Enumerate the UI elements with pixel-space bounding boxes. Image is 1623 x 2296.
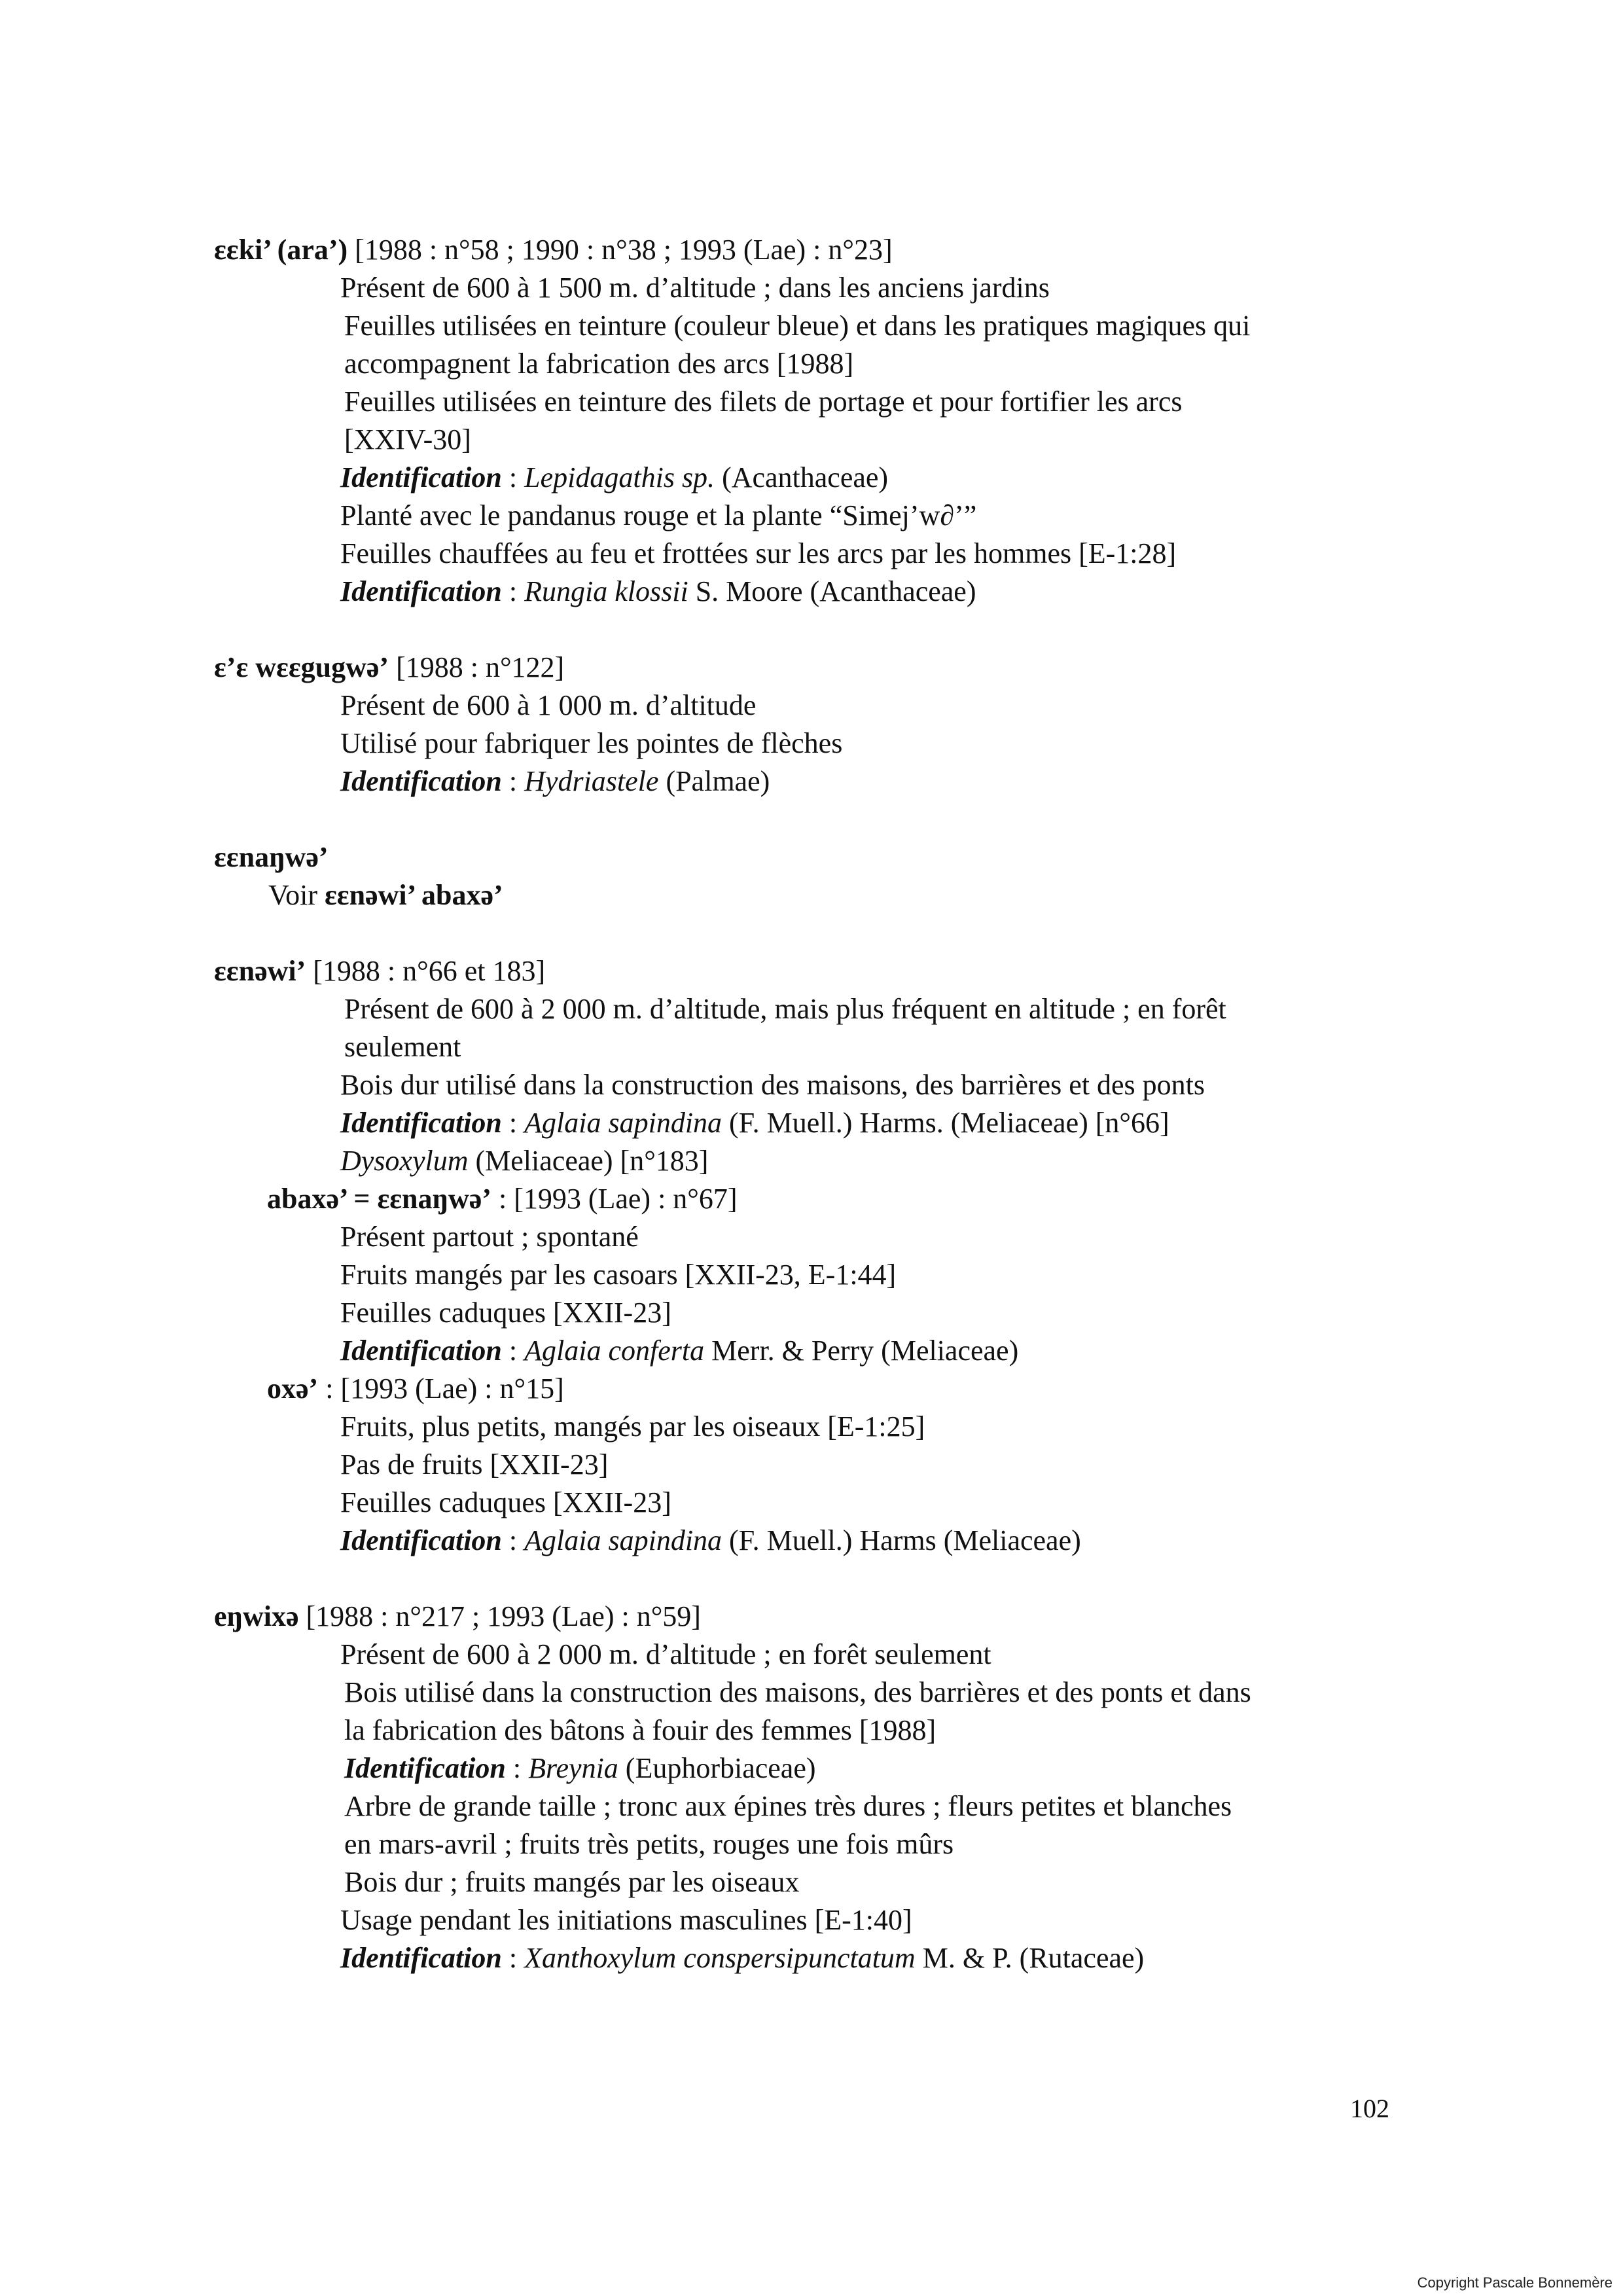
entry-header <box>214 838 329 876</box>
entry-line: la fabrication des bâtons à fouir des femmes [1988] <box>344 1714 936 1746</box>
species-name: Aglaia conferta <box>524 1335 705 1367</box>
entry-line: Présent partout ; spontané <box>340 1221 639 1253</box>
references: [1988 : n°217 ; 1993 (Lae) : n°59] <box>298 1600 701 1632</box>
species-name: Breynia <box>528 1752 618 1784</box>
headword: ε’ε wεεgugwə’ <box>214 651 389 683</box>
identification-line: Identification : Aglaia sapindina (F. Muell.) Harms. (Meliaceae) [n°66] <box>340 1107 1169 1139</box>
see-target: εεnəwi’ abaxə’ <box>324 879 503 911</box>
sub-entry-header <box>267 1370 564 1408</box>
species-name: Rungia klossii <box>524 575 688 607</box>
identification-label: Identification <box>340 1107 502 1139</box>
species-name: Aglaia sapindina <box>524 1524 722 1556</box>
entry-line: Usage pendant les initiations masculines [E-1:40] <box>340 1904 912 1936</box>
entry-line: Feuilles utilisées en teinture (couleur bleue) et dans les pratiques magiques qui <box>344 310 1251 342</box>
entry-header <box>214 231 893 269</box>
entry-line: [XXIV-30] <box>344 423 471 456</box>
identification-line: Identification : Xanthoxylum conspersipunctatum M. & P. (Rutaceae) <box>340 1942 1145 1974</box>
identification-label: Identification <box>340 461 502 493</box>
identification-line: Identification : Hydriastele (Palmae) <box>340 765 770 797</box>
identification-line: Identification : Aglaia sapindina (F. Muell.) Harms (Meliaceae) <box>340 1524 1081 1556</box>
references: [1988 : n°66 et 183] <box>306 955 546 987</box>
sub-headword: abaxə’ = εεnaŋwə’ <box>267 1183 491 1215</box>
identification-label: Identification <box>340 765 502 797</box>
entry-line: Bois dur utilisé dans la construction des maisons, des barrières et des ponts <box>340 1069 1205 1101</box>
entry-header <box>214 649 564 687</box>
entry-line: Utilisé pour fabriquer les pointes de flèches <box>340 727 843 759</box>
identification-line: Identification : Aglaia conferta Merr. & Perry (Meliaceae) <box>340 1335 1019 1367</box>
headword: εεnəwi’ <box>214 955 306 987</box>
sub-headword: oxə’ <box>267 1372 319 1405</box>
copyright-notice: Copyright Pascale Bonnemère <box>1417 2274 1613 2291</box>
references: [1988 : n°58 ; 1990 : n°38 ; 1993 (Lae) : n°23] <box>348 234 893 266</box>
entry-line: en mars-avril ; fruits très petits, rouges une fois mûrs <box>344 1828 954 1860</box>
species-name: Dysoxylum <box>340 1145 469 1177</box>
entry-line: Présent de 600 à 2 000 m. d’altitude, mais plus fréquent en altitude ; en forêt <box>344 993 1226 1025</box>
entry-line: Feuilles caduques [XXII-23] <box>340 1486 671 1518</box>
page-number: 102 <box>1350 2094 1389 2123</box>
see-also-line <box>268 876 503 914</box>
entry-line: Feuilles caduques [XXII-23] <box>340 1297 671 1329</box>
entry-line: Feuilles utilisées en teinture des filets de portage et pour fortifier les arcs <box>344 386 1183 418</box>
headword: eŋwixə <box>214 1600 299 1632</box>
entry-header <box>214 1598 701 1636</box>
identification-label: Identification <box>340 575 502 607</box>
identification-label: Identification <box>340 1335 502 1367</box>
species-name: Hydriastele <box>524 765 659 797</box>
identification-line: Identification : Breynia (Euphorbiaceae) <box>344 1752 816 1784</box>
references: : [1993 (Lae) : n°67] <box>491 1183 738 1215</box>
species-name: Lepidagathis sp. <box>524 461 715 493</box>
identification-line: Identification : Rungia klossii S. Moore (Acanthaceae) <box>340 575 976 607</box>
entry-line: Bois dur ; fruits mangés par les oiseaux <box>344 1866 800 1898</box>
entry-line: Planté avec le pandanus rouge et la plante “Simej’w∂’” <box>340 499 977 531</box>
entry-line: Présent de 600 à 1 500 m. d’altitude ; dans les anciens jardins <box>340 272 1050 304</box>
identification-label: Identification <box>340 1524 502 1556</box>
species-name: Aglaia sapindina <box>524 1107 722 1139</box>
entry-line: Pas de fruits [XXII-23] <box>340 1448 609 1480</box>
entry-line: Arbre de grande taille ; tronc aux épines très dures ; fleurs petites et blanches <box>344 1790 1232 1822</box>
entry-line: Feuilles chauffées au feu et frottées sur les arcs par les hommes [E-1:28] <box>340 537 1177 569</box>
entry-line: Présent de 600 à 2 000 m. d’altitude ; en forêt seulement <box>340 1638 991 1670</box>
identification-line: Identification : Lepidagathis sp. (Acanthaceae) <box>340 461 889 493</box>
references: : [1993 (Lae) : n°15] <box>318 1372 564 1405</box>
entry-line: Fruits mangés par les casoars [XXII-23, E-1:44] <box>340 1259 897 1291</box>
entry-header <box>214 952 545 990</box>
entry-line: Bois utilisé dans la construction des maisons, des barrières et des ponts et dans <box>344 1676 1251 1708</box>
entry-line: Fruits, plus petits, mangés par les oiseaux [E-1:25] <box>340 1410 925 1443</box>
headword: εεnaŋwə’ <box>214 841 329 873</box>
entry-line: seulement <box>344 1031 461 1063</box>
references: [1988 : n°122] <box>389 651 565 683</box>
identification-label: Identification <box>344 1752 506 1784</box>
identification-label: Identification <box>340 1942 502 1974</box>
entry-line: accompagnent la fabrication des arcs [1988] <box>344 348 854 380</box>
identification-line: Dysoxylum (Meliaceae) [n°183] <box>340 1145 709 1177</box>
headword: εεki’ (ara’) <box>214 234 348 266</box>
species-name: Xanthoxylum conspersipunctatum <box>524 1942 916 1974</box>
entry-line: Présent de 600 à 1 000 m. d’altitude <box>340 689 757 721</box>
sub-entry-header <box>267 1180 738 1218</box>
see-label: Voir <box>268 879 325 911</box>
